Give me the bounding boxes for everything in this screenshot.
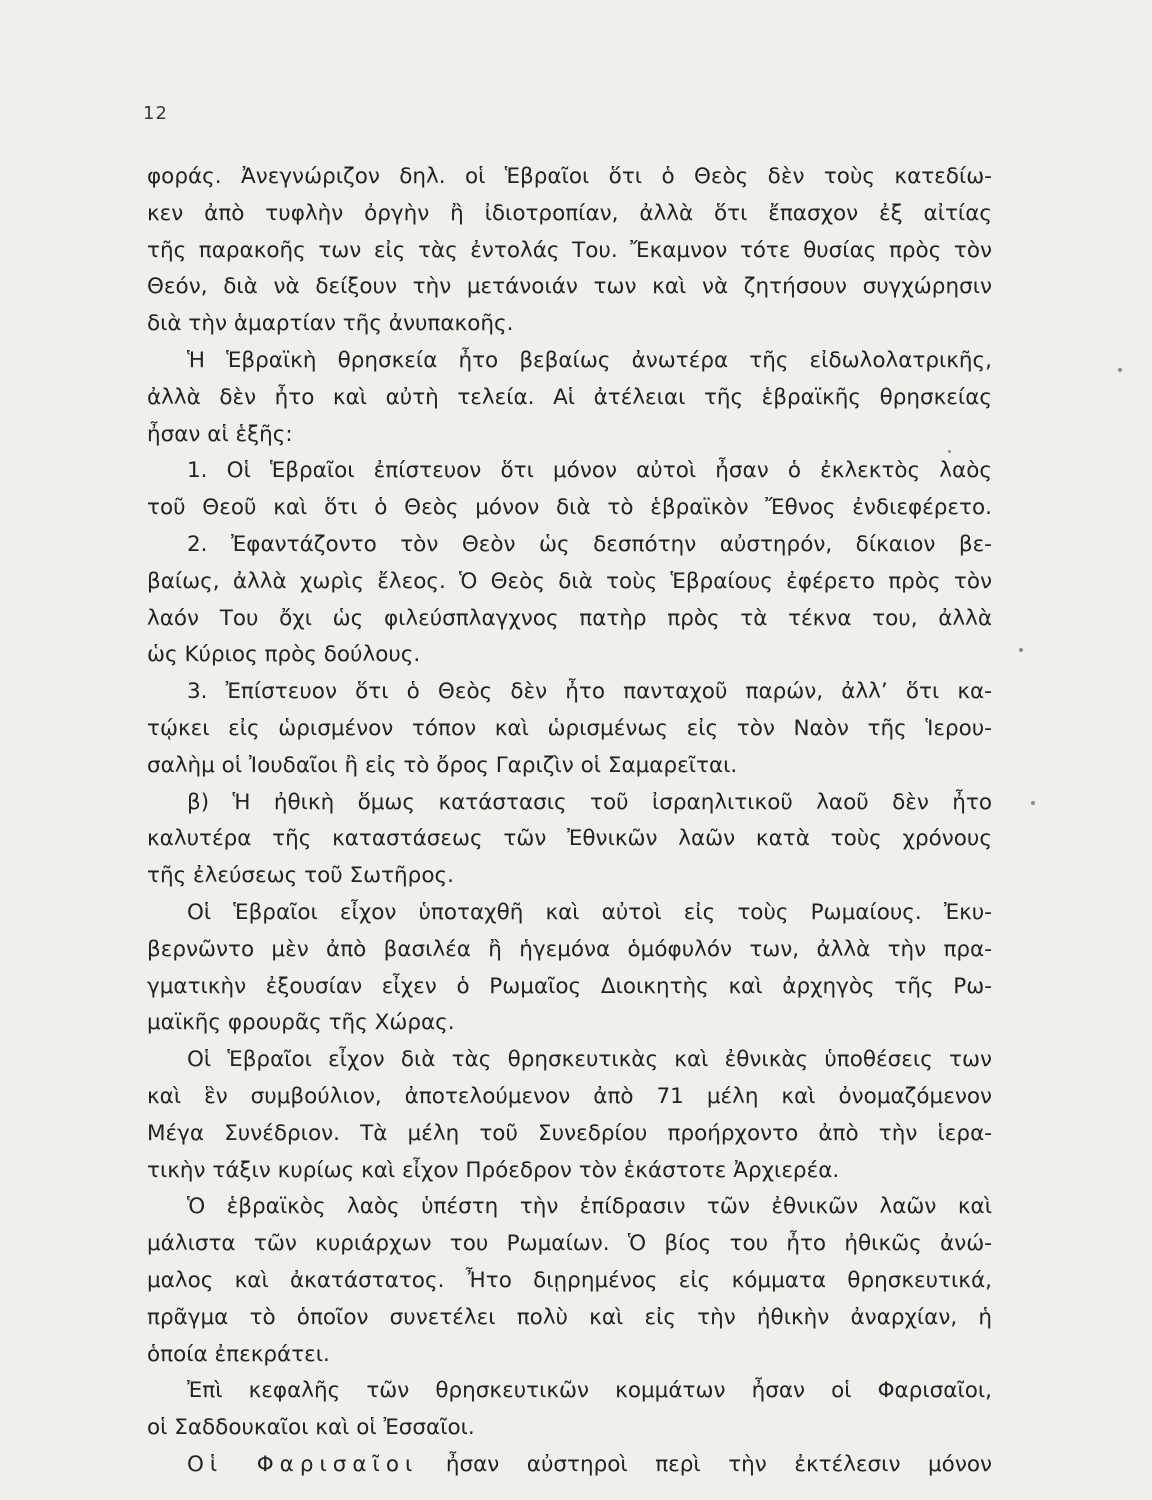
text-line: Μέγα Συνέδριον. Τὰ μέλη τοῦ Συνεδρίου προήρχοντο ἀπὸ τὴν ἱερα- — [147, 1120, 992, 1146]
page-number: 12 — [143, 103, 168, 124]
text-line: καὶ ἓν συμβούλιον, ἀποτελούμενον ἀπὸ 71 μέλη καὶ ὀνομαζόμενον — [147, 1083, 992, 1109]
text-line: Ἡ Ἑβραϊκὴ θρησκεία ἦτο βεβαίως ἀνωτέρα τῆς εἰδωλολατρικῆς, — [187, 347, 992, 373]
text-line: Οἱ Ἑβραῖοι εἶχον διὰ τὰς θρησκευτικὰς καὶ ἐθνικὰς ὑποθέσεις των — [187, 1047, 992, 1073]
spaced-term: Οἱ Φαρισαῖοι — [187, 1451, 419, 1477]
text-line: Οἱ Ἑβραῖοι εἶχον ὑποταχθῆ καὶ αὐτοὶ εἰς τοὺς Ρωμαίους. Ἐκυ- — [187, 899, 992, 925]
text-line: ἀλλὰ δὲν ἦτο καὶ αὐτὴ τελεία. Αἱ ἀτέλειαι τῆς ἑβραϊκῆς θρησκείας — [147, 384, 992, 410]
text-line: βαίως, ἀλλὰ χωρὶς ἔλεος. Ὁ Θεὸς διὰ τοὺς Ἑβραίους ἐφέρετο πρὸς τὸν — [147, 568, 992, 594]
text-line: τῆς ἐλεύσεως τοῦ Σωτῆρος. — [147, 863, 454, 889]
body-text — [147, 159, 992, 1484]
print-speck — [1031, 801, 1035, 805]
print-speck — [948, 450, 951, 453]
text-line: ὡς Κύριος πρὸς δούλους. — [147, 642, 421, 668]
text-line: σαλὴμ οἱ Ἰουδαῖοι ἢ εἰς τὸ ὄρος Γαριζὶν οἱ Σαμαρεῖται. — [147, 752, 738, 778]
text-line: τοῦ Θεοῦ καὶ ὅτι ὁ Θεὸς μόνον διὰ τὸ ἑβραϊκὸν Ἔθνος ἐνδιεφέρετο. — [147, 495, 992, 521]
text-line: μάλιστα τῶν κυριάρχων του Ρωμαίων. Ὁ βίος του ἦτο ἠθικῶς ἀνώ- — [147, 1231, 992, 1257]
text-line: Ἐπὶ κεφαλῆς τῶν θρησκευτικῶν κομμάτων ἦσαν οἱ Φαρισαῖοι, — [187, 1378, 992, 1404]
text-line: κεν ἀπὸ τυφλὴν ὀργὴν ἢ ἰδιοτροπίαν, ἀλλὰ ὅτι ἔπασχον ἐξ αἰτίας — [147, 200, 992, 226]
print-speck — [1019, 648, 1023, 652]
text-line: Ὁ ἑβραϊκὸς λαὸς ὑπέστη τὴν ἐπίδρασιν τῶν ἐθνικῶν λαῶν καὶ — [187, 1194, 992, 1220]
text-line: γματικὴν ἐξουσίαν εἶχεν ὁ Ρωμαῖος Διοικητὴς καὶ ἀρχηγὸς τῆς Ρω- — [147, 973, 992, 999]
text-line: καλυτέρα τῆς καταστάσεως τῶν Ἐθνικῶν λαῶν κατὰ τοὺς χρόνους — [147, 826, 992, 852]
text-line: β) Ἡ ἠθικὴ ὅμως κατάστασις τοῦ ἰσραηλιτικοῦ λαοῦ δὲν ἦτο — [187, 789, 992, 815]
text-line: ἦσαν αἱ ἑξῆς: — [147, 421, 293, 447]
text-line: τῴκει εἰς ὡρισμένον τόπον καὶ ὡρισμένως εἰς τὸν Ναὸν τῆς Ἱερου- — [147, 715, 992, 741]
text-line: μαϊκῆς φρουρᾶς τῆς Χώρας. — [147, 1010, 455, 1036]
text-line: ὁποία ἐπεκράτει. — [147, 1341, 330, 1367]
text-line: λαόν Του ὄχι ὡς φιλεύσπλαγχνος πατὴρ πρὸς τὰ τέκνα του, ἀλλὰ — [147, 605, 992, 631]
text-line: φοράς. Ἀνεγνώριζον δηλ. οἱ Ἑβραῖοι ὅτι ὁ Θεὸς δὲν τοὺς κατεδίω- — [147, 164, 992, 189]
text-line: βερνῶντο μὲν ἀπὸ βασιλέα ἢ ἡγεμόνα ὁμόφυλόν των, ἀλλὰ τὴν πρα- — [147, 936, 992, 962]
print-speck — [1118, 368, 1122, 372]
text-line: διὰ τὴν ἁμαρτίαν τῆς ἀνυπακοῆς. — [147, 311, 514, 337]
text-line-remainder: ἦσαν αὐστηροὶ περὶ τὴν ἐκτέλεσιν μόνον — [445, 1451, 992, 1477]
text-line-final — [147, 1447, 992, 1484]
text-line: τῆς παρακοῆς των εἰς τὰς ἐντολάς Του. Ἔκαμνον τότε θυσίας πρὸς τὸν — [147, 237, 992, 263]
text-line: 1. Οἱ Ἑβραῖοι ἐπίστευον ὅτι μόνον αὐτοὶ ἦσαν ὁ ἐκλεκτὸς λαὸς — [187, 458, 992, 484]
text-line: τικὴν τάξιν κυρίως καὶ εἶχον Πρόεδρον τὸν ἑκάστοτε Ἀρχιερέα. — [147, 1157, 840, 1183]
text-line: πρᾶγμα τὸ ὁποῖον συνετέλει πολὺ καὶ εἰς τὴν ἠθικὴν ἀναρχίαν, ἡ — [147, 1304, 992, 1330]
text-line: μαλος καὶ ἀκατάστατος. Ἦτο διῃρημένος εἰς κόμματα θρησκευτικά, — [147, 1267, 992, 1293]
text-line: 2. Ἐφαντάζοντο τὸν Θεὸν ὡς δεσπότην αὐστηρόν, δίκαιον βε- — [187, 531, 992, 557]
text-line: 3. Ἐπίστευον ὅτι ὁ Θεὸς δὲν ἦτο πανταχοῦ παρών, ἀλλ’ ὅτι κα- — [187, 679, 992, 705]
text-line: Θεόν, διὰ νὰ δείξουν τὴν μετάνοιάν των καὶ νὰ ζητήσουν συγχώρησιν — [147, 274, 992, 300]
text-line: οἱ Σαδδουκαῖοι καὶ οἱ Ἐσσαῖοι. — [147, 1415, 475, 1441]
